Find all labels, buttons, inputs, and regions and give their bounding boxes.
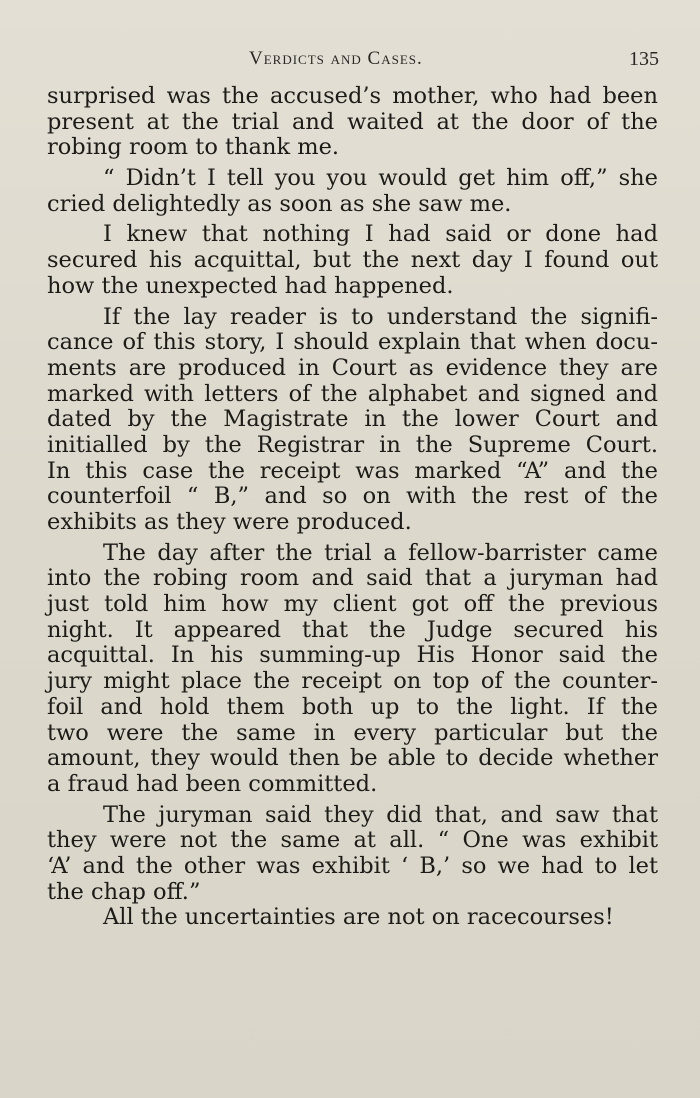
text-line: dated by the Magistrate in the lower Court and xyxy=(47,406,658,433)
text-line: robing room to thank me. xyxy=(47,134,340,161)
text-line: foil and hold them both up to the light. If the xyxy=(47,693,658,720)
text-line: initialled by the Registrar in the Supreme Court. xyxy=(47,431,658,458)
text-line: they were not the same at all. “ One was exhibit xyxy=(47,827,658,854)
text-line: cried delightedly as soon as she saw me. xyxy=(47,190,512,217)
text-line: All the uncertainties are not on racecourses! xyxy=(103,904,614,931)
paragraph xyxy=(47,166,658,217)
text-line: how the unexpected had happened. xyxy=(47,272,454,299)
paragraph xyxy=(47,84,658,161)
text-line: If the lay reader is to understand the signifi- xyxy=(103,303,658,330)
text-line: just told him how my client got off the previous xyxy=(47,591,658,618)
paragraph xyxy=(47,905,658,931)
text-line: acquittal. In his summing-up His Honor said the xyxy=(47,642,658,669)
text-line: two were the same in every particular but the xyxy=(47,719,658,746)
text-line: exhibits as they were produced. xyxy=(47,509,412,535)
paragraph xyxy=(47,803,658,906)
text-line: ‘A’ and the other was exhibit ‘ B,’ so we had to let xyxy=(47,852,658,879)
paragraph xyxy=(47,305,658,536)
text-line: “ Didn’t I tell you you would get him off,” she xyxy=(103,165,658,192)
text-line: marked with letters of the alphabet and signed and xyxy=(47,380,658,407)
text-line: secured his acquittal, but the next day I found out xyxy=(47,247,658,274)
text-line: In this case the receipt was marked “A” and the xyxy=(47,457,658,484)
text-line: a fraud had been committed. xyxy=(47,770,378,797)
text-line: The day after the trial a fellow-barrister came xyxy=(103,539,658,566)
text-line: into the robing room and said that a juryman had xyxy=(47,565,658,592)
text-line: surprised was the accused’s mother, who had been xyxy=(47,83,658,109)
running-title: Verdicts and Cases. xyxy=(249,48,423,69)
text-line: The juryman said they did that, and saw that xyxy=(103,801,658,828)
text-line: amount, they would then be able to decide whether xyxy=(47,745,658,772)
text-line: the chap off.” xyxy=(47,878,201,905)
text-line: jury might place the receipt on top of the counter- xyxy=(47,668,658,695)
page-header xyxy=(0,48,700,76)
body-text xyxy=(47,84,658,931)
text-line: night. It appeared that the Judge secured his xyxy=(47,616,658,643)
paragraph xyxy=(47,541,658,798)
text-line: present at the trial and waited at the door of the xyxy=(47,108,658,135)
text-line: counterfoil “ B,” and so on with the rest of the xyxy=(47,483,658,510)
page-number: 135 xyxy=(629,48,659,70)
text-line: I knew that nothing I had said or done had xyxy=(103,221,658,248)
paragraph xyxy=(47,222,658,299)
text-line: cance of this story, I should explain that when docu- xyxy=(47,329,658,356)
text-line: ments are produced in Court as evidence they are xyxy=(47,354,658,381)
